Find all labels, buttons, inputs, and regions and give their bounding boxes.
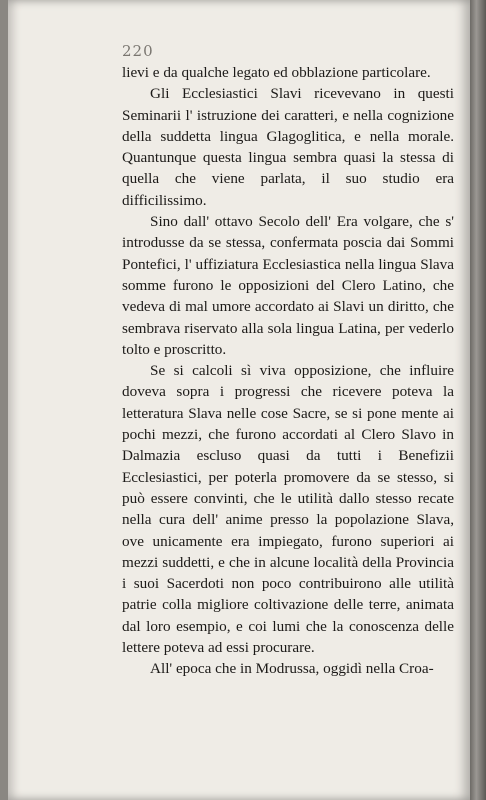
paragraph-eighth-century: Sino dall' ottavo Secolo dell' Era volgare, che s' introdusse da se stessa, confermata poscia dai Sommi Pontefici, l' uffiziatura Ecclesiastica nella lingua Slava somme furono le opposizioni del Clero Latino, che vedeva di mal umore accordato ai Slavi un diritto, che sembrava riservato alla sola lingua Latina, per vederlo tolto e proscritto. <box>122 213 454 358</box>
book-page <box>8 0 470 800</box>
body-text <box>122 62 454 680</box>
paragraph-seminaries: Gli Ecclesiastici Slavi ricevevano in questi Seminarii l' istruzione dei caratteri, e nella cognizione della suddetta lingua Glagoglitica, e nella morale. Quantunque questa lingua sembra quasi la stessa di quella che viene parlata, il suo studio era difficilissimo. <box>122 85 454 209</box>
paragraph-continuation: lievi e da qualche legato ed obblazione particolare. <box>122 64 431 81</box>
paragraph-modrussa: All' epoca che in Modrussa, oggidì nella Croa- <box>150 660 434 678</box>
page-number: 220 <box>122 42 154 60</box>
paragraph-opposition: Se si calcoli sì viva opposizione, che influire doveva sopra i progressi che ricevere poteva la letteratura Slava nelle cose Sacre, se si pone mente ai pochi mezzi, che furono accordati al Clero Slavo in Dalmazia escluso quasi da tutti i Benefizii Ecclesiastici, per poterla promovere da se stesso, si può essere convinti, che le utilità dallo stesso recate nella cura dell' anime presso la popolazione Slava, ove unicamente era impiegato, furono superiori ai mezzi suddetti, e che in alcune località della Provincia i suoi Sacerdoti non poco contribuirono alle utilità patrie colla migliore coltivazione delle terre, animata dal loro esempio, e coi lumi che la conoscenza delle lettere poteva ad essi procurare. <box>122 362 454 657</box>
book-gutter <box>470 0 486 800</box>
